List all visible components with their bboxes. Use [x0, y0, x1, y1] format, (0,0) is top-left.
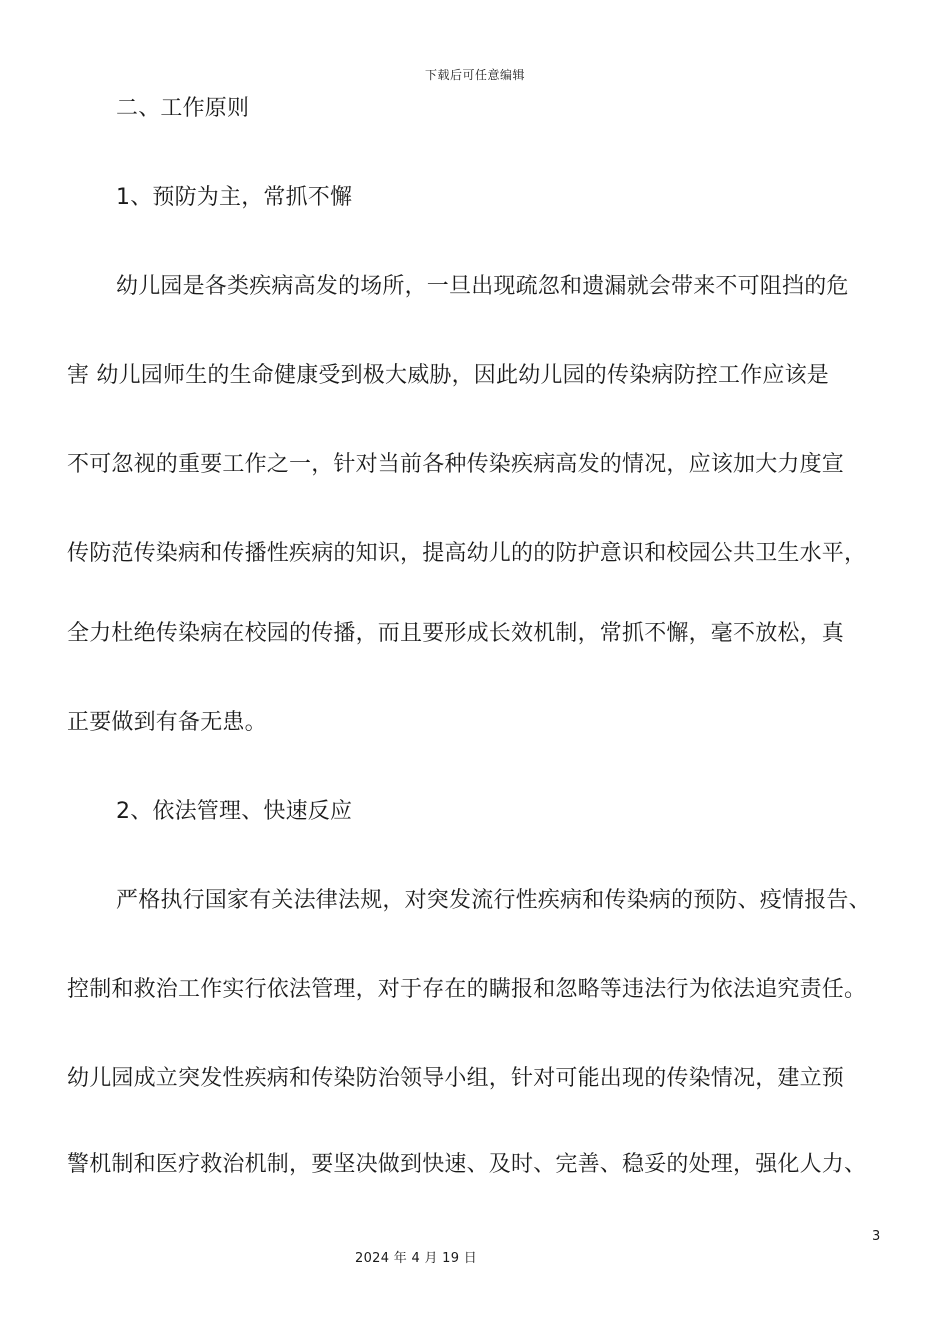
principle-1-heading: 1、预防为主，常抓不懈 — [116, 185, 353, 210]
section-heading: 二、工作原则 — [116, 96, 250, 121]
footer-date: 2024 年 4 月 19 日 — [355, 1251, 478, 1266]
page-number: 3 — [872, 1229, 881, 1244]
paragraph-line: 控制和救治工作实行依法管理，对于存在的瞒报和忽略等违法行为依法追究责任。 — [67, 977, 867, 1002]
paragraph-line: 警机制和医疗救治机制，要坚决做到快速、及时、完善、稳妥的处理，强化人力、 — [67, 1152, 867, 1177]
paragraph-line: 全力杜绝传染病在校园的传播，而且要形成长效机制，常抓不懈，毫不放松，真 — [67, 621, 845, 646]
paragraph-line: 正要做到有备无患。 — [67, 710, 267, 735]
paragraph-line: 严格执行国家有关法律法规，对突发流行性疾病和传染病的预防、疫情报告、 — [116, 888, 871, 913]
paragraph-line: 不可忽视的重要工作之一，针对当前各种传染疾病高发的情况，应该加大力度宣 — [67, 452, 845, 477]
page-header-note: 下载后可任意编辑 — [424, 68, 525, 82]
principle-2-heading: 2、依法管理、快速反应 — [116, 799, 353, 824]
paragraph-line: 幼儿园成立突发性疾病和传染防治领导小组，针对可能出现的传染情况，建立预 — [67, 1066, 845, 1091]
paragraph-line: 幼儿园是各类疾病高发的场所，一旦出现疏忽和遗漏就会带来不可阻挡的危 — [116, 274, 849, 299]
paragraph-line: 害 幼儿园师生的生命健康受到极大威胁，因此幼儿园的传染病防控工作应该是 — [67, 363, 829, 388]
paragraph-line: 传防范传染病和传播性疾病的知识，提高幼儿的的防护意识和校园公共卫生水平， — [67, 541, 867, 566]
